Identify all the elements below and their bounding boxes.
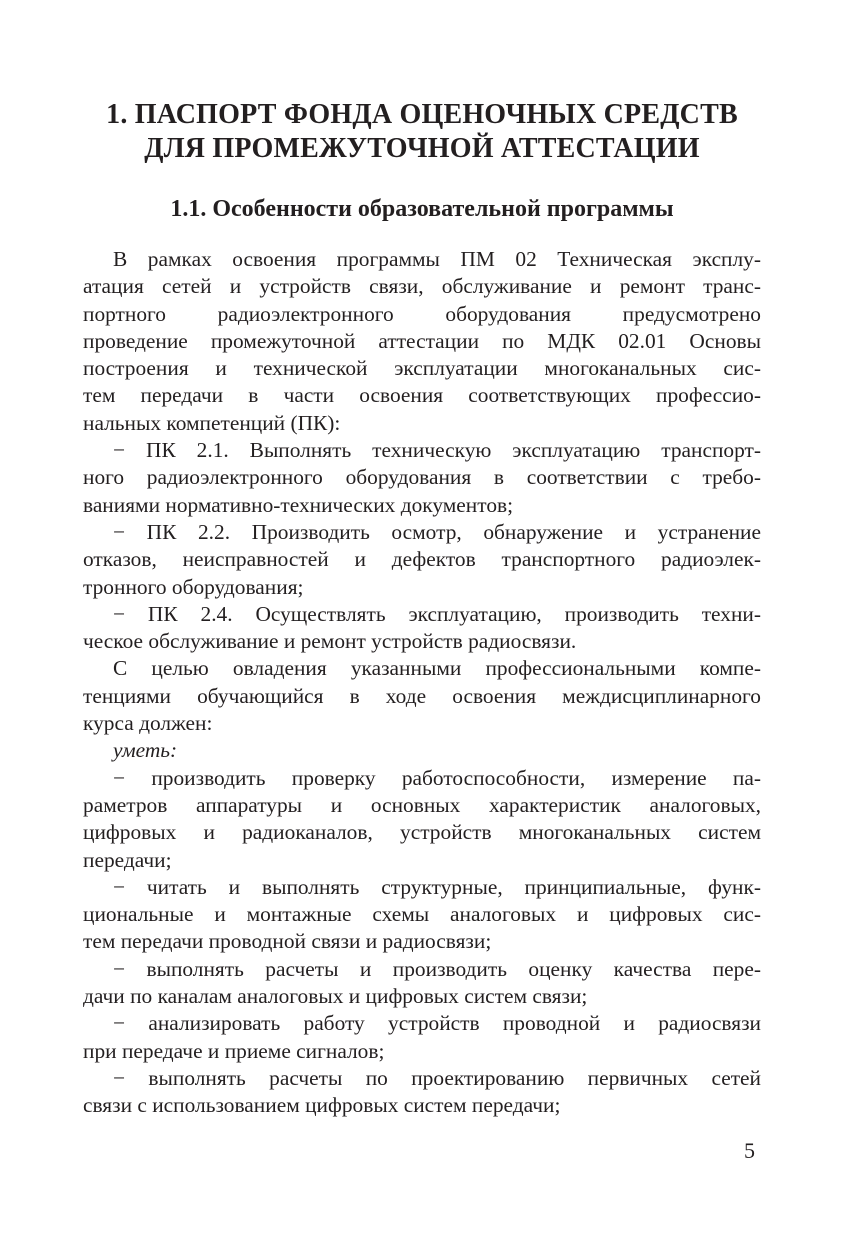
text-line: − ПК 2.4. Осуществлять эксплуатацию, производить техни- [113,601,761,626]
text-line: цифровых и радиоканалов, устройств многоканальных систем [83,820,761,845]
text-line: связи с использованием цифровых систем передачи; [83,1093,561,1118]
chapter-title-line-1: 1. ПАСПОРТ ФОНДА ОЦЕНОЧНЫХ СРЕДСТВ [106,99,738,130]
text-line: курса должен: [83,711,213,736]
text-line: циональные и монтажные схемы аналоговых и цифровых сис- [83,902,761,927]
text-line: ного радиоэлектронного оборудования в соответствии с требо- [83,465,761,490]
text-line: − выполнять расчеты и производить оценку качества пере- [113,956,761,981]
text-line: тем передачи проводной связи и радиосвязи; [83,929,492,954]
list-item-pk-2-1 [83,437,761,519]
text-line: при передаче и приеме сигналов; [83,1038,385,1063]
text-line: − производить проверку работоспособности, измерение па- [113,765,761,790]
text-line: проведение промежуточной аттестации по МДК 02.01 Основы [83,328,761,353]
text-line: тронного оборудования; [83,574,304,599]
text-line: С целью овладения указанными профессиональными компе- [113,656,761,681]
text-line: ческое обслуживание и ремонт устройств радиосвязи. [83,629,577,654]
text-line: отказов, неисправностей и дефектов транспортного радиоэлек- [83,547,761,572]
skill-item [83,874,761,956]
chapter-title-line-2: ДЛЯ ПРОМЕЖУТОЧНОЙ АТТЕСТАЦИИ [144,133,700,164]
skills-heading [83,737,761,764]
page-content [83,98,761,1120]
skill-item [83,956,761,1011]
text-line: − ПК 2.2. Производить осмотр, обнаружение и устранение [113,519,761,544]
skill-item [83,1010,761,1065]
text-line: нальных компетенций (ПК): [83,410,341,435]
text-line: тенциями обучающийся в ходе освоения междисциплинарного [83,683,761,708]
text-line: атация сетей и устройств связи, обслуживание и ремонт транс- [83,274,761,299]
paragraph-intro [83,246,761,437]
text-line: В рамках освоения программы ПМ 02 Техническая эксплу- [113,247,761,271]
text-line: дачи по каналам аналоговых и цифровых систем связи; [83,984,588,1009]
text-line: раметров аппаратуры и основных характеристик аналоговых, [83,792,761,817]
chapter-title [83,98,761,166]
page-number: 5 [744,1138,755,1163]
text-line: ваниями нормативно-технических документов; [83,492,514,517]
text-line: − анализировать работу устройств проводной и радиосвязи [113,1011,761,1036]
text-line: − ПК 2.1. Выполнять техническую эксплуатацию транспорт- [113,438,761,463]
text-line: уметь: [113,738,178,763]
body-text [83,246,761,1120]
text-line: передачи; [83,847,172,872]
skill-item [83,765,761,874]
list-item-pk-2-4 [83,601,761,656]
section-title: 1.1. Особенности образовательной программы [170,196,674,222]
skill-item [83,1065,761,1120]
text-line: − читать и выполнять структурные, принципиальные, функ- [113,874,761,899]
text-line: портного радиоэлектронного оборудования предусмотрено [83,301,761,326]
text-line: построения и технической эксплуатации многоканальных сис- [83,356,761,381]
list-item-pk-2-2 [83,519,761,601]
text-line: − выполнять расчеты по проектированию первичных сетей [113,1065,761,1090]
text-line: тем передачи в части освоения соответствующих профессио- [83,383,761,408]
paragraph-purpose [83,655,761,737]
